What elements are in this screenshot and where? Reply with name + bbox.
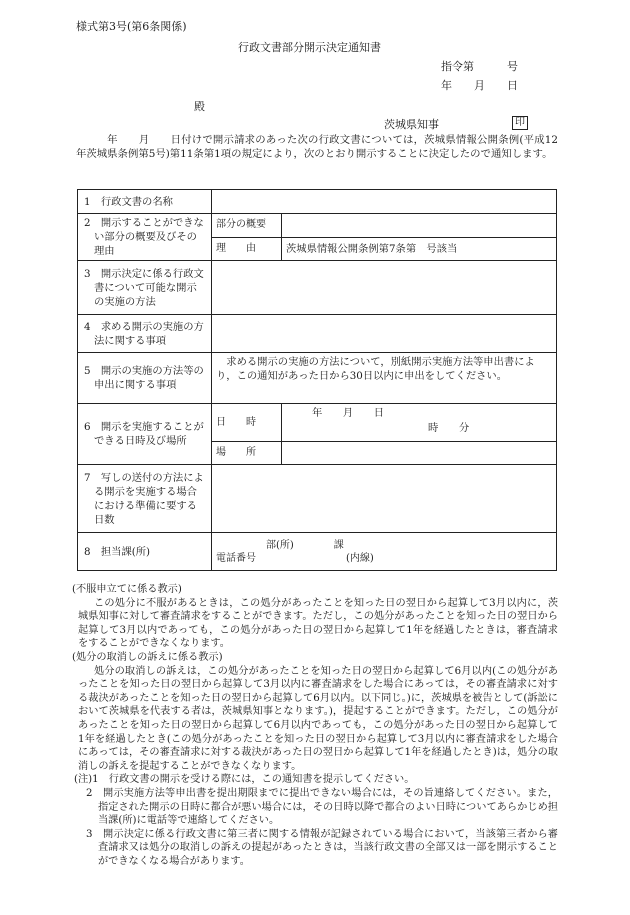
form-number: 様式第3号(第6条関係) [76, 20, 187, 33]
row-label-available-methods: 3 開示決定に係る行政文書について可能な開示の実施の方法 [78, 261, 212, 315]
application-instructions: 求める開示の実施の方法について，別紙開示実施方法等申出書により，この通知があった日から30日以内に申出をしてください。 [212, 353, 557, 404]
contact-value [212, 533, 557, 571]
table-row [78, 315, 557, 353]
table-row [78, 465, 557, 533]
row-label-application: 5 開示の実施の方法等の申出に関する事項 [78, 353, 212, 404]
table-row [78, 261, 557, 315]
issue-date: 年 月 日 [441, 79, 518, 92]
contact-phone: 電話番号 (内線) [216, 552, 374, 564]
place-value [282, 442, 557, 465]
issuer-name: 茨城県知事 [384, 118, 439, 131]
available-methods-value [212, 261, 557, 315]
row-label-document-name: 1 行政文書の名称 [78, 190, 212, 214]
table-row [78, 353, 557, 404]
intro-paragraph: 年 月 日付けで開示請求のあった次の行政文書については，茨城県情報公開条例(平成12年茨城県条例第5号)第11条第1項の規定により，次のとおり開示することに決定したので通知します。 [76, 134, 558, 161]
row-label-requested-method: 4 求める開示の実施の方法に関する事項 [78, 315, 212, 353]
appeal-heading: (不服申立てに係る教示) [72, 584, 182, 595]
note-3: 3 開示決定に係る行政文書に第三者に関する情報が記録されている場合において，当該第三者から審査請求又は処分の取消しの訴えの提起があったときは，当該行政文書の全部又は一部を開示することができなくなる場合があります。 [86, 828, 558, 867]
row-label-withheld-part: 2 開示することができない部分の概要及びその理由 [78, 214, 212, 261]
row-label-date-place: 6 開示を実施することができる日時及び場所 [78, 404, 212, 465]
date-time-label: 日 時 [212, 404, 282, 442]
withheld-reason-value: 茨城県情報公開条例第7条第 号該当 [282, 237, 557, 261]
preparation-days-value [212, 465, 557, 533]
date-time-value [282, 404, 557, 442]
note-2: 2 開示実施方法等申出書を提出期限までに提出できない場合には，その旨連絡してください。また，指定された開示の日時に都合が悪い場合には，その日時以降で都合のよい日時についてあらかじめ担当課(所)に電話等で連絡してください。 [86, 787, 558, 827]
seal-mark: 印 [512, 116, 528, 130]
row-label-contact: 8 担当課(所) [78, 533, 212, 571]
appeal-paragraph: この処分に不服があるときは，この処分があったことを知った日の翌日から起算して3月以内に，茨城県知事に対して審査請求をすることができます。ただし，この処分があったことを知った日の翌日から起算して3月以内であっても，この処分があった日の翌日から起算して1年を経過したときは，審査請求をすることができなくなります。 [78, 597, 558, 650]
withheld-summary-value [282, 214, 557, 238]
time-blank: 時 分 [428, 422, 470, 434]
table-row [78, 404, 557, 442]
place-label: 場 所 [212, 442, 282, 465]
row-label-preparation-days: 7 写しの送付の方法による開示を実施する場合における準備に要する日数 [78, 465, 212, 533]
table-row [78, 214, 557, 238]
withheld-reason-label: 理 由 [212, 237, 282, 261]
contact-department: 部(所) 課 [266, 539, 344, 551]
lawsuit-paragraph: 処分の取消しの訴えは，この処分があったことを知った日の翌日から起算して6月以内(この処分があったことを知った日の翌日から起算して3月以内に審査請求をした場合にあっては，その審査請求に対する裁決があったことを知った日の翌日から起算して6月以内。以下同じ。)に，茨城県を被告として(訴訟において茨城県を代表する者は，茨城県知事となります。)，提起することができます。ただし，この処分があったことを知った日の翌日から起算して6月以内であっても，この処分があった日の翌日から起算して1年を経過したとき(この処分があったことを知った日の翌日から起算して3月以内に審査請求をした場合にあっては，その審査請求に対する裁決があった日の翌日から起算して1年を経過したとき)は，処分の取消しの訴えを提起することができなくなります。 [78, 665, 558, 772]
document-title: 行政文書部分開示決定通知書 [238, 41, 381, 54]
addressee-suffix: 殿 [194, 100, 205, 113]
disclosure-table [77, 189, 557, 571]
lawsuit-heading: (処分の取消しの訴えに係る教示) [72, 651, 223, 663]
table-row [78, 533, 557, 571]
document-name-value [212, 190, 557, 214]
document-number: 指令第 号 [441, 60, 518, 73]
notes-section [72, 583, 558, 868]
note-1: (注)1 行政文書の開示を受ける際には，この通知書を提示してください。 [74, 774, 415, 786]
date-blank: 年 月 日 [312, 407, 385, 419]
requested-method-value [212, 315, 557, 353]
withheld-summary-label: 部分の概要 [212, 214, 282, 238]
table-row [78, 190, 557, 214]
